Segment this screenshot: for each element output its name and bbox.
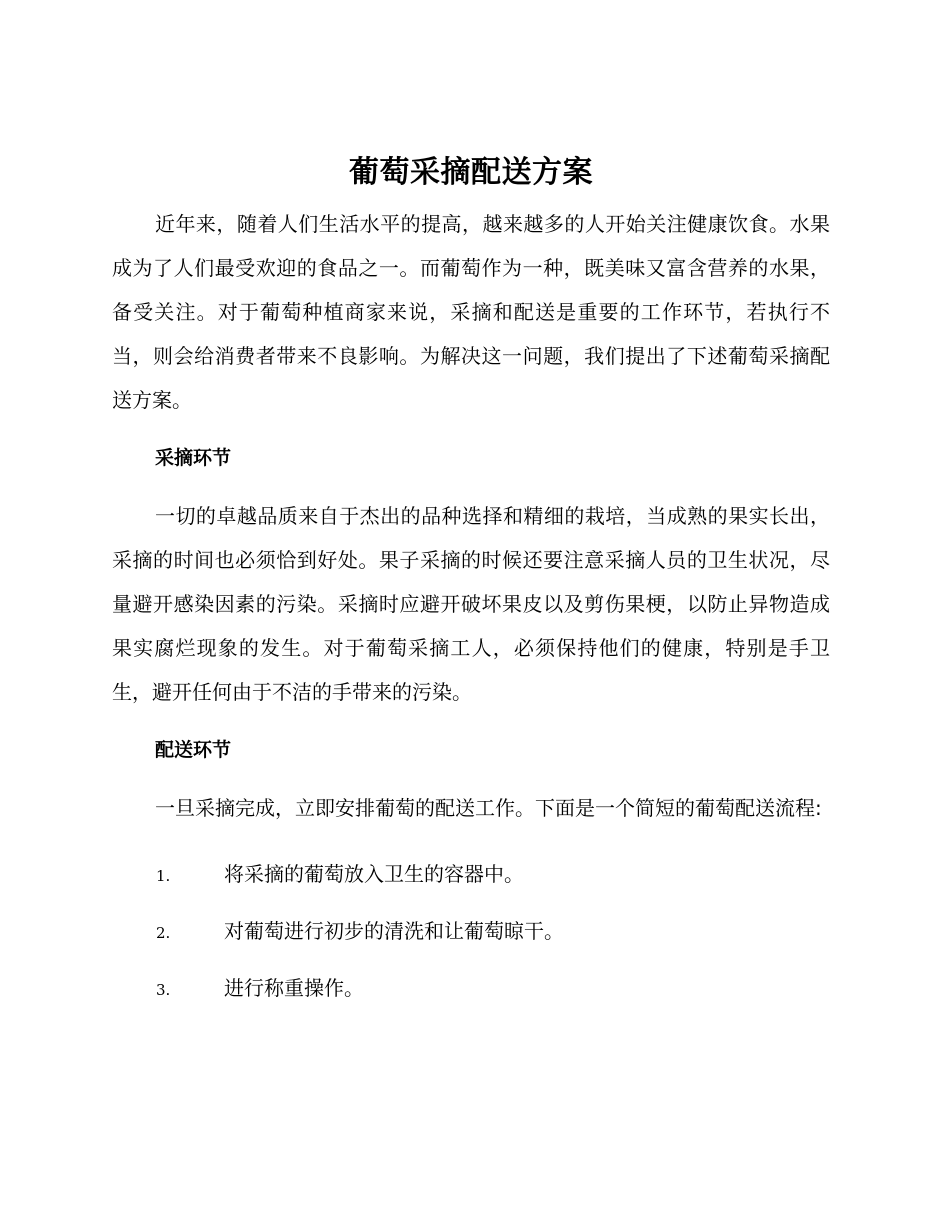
list-item [112, 903, 830, 960]
section-heading-picking: 采摘环节 [155, 447, 232, 469]
document-title: 葡萄采摘配送方案 [349, 155, 593, 190]
document-page [112, 150, 830, 1017]
list-item [112, 846, 830, 903]
delivery-paragraph: 一旦采摘完成，立即安排葡萄的配送工作。下面是一个简短的葡萄配送流程: [155, 796, 822, 820]
list-item-number: 3. [156, 981, 171, 999]
section-heading-delivery: 配送环节 [155, 739, 232, 761]
picking-paragraph: 一切的卓越品质来自于杰出的品种选择和精细的栽培，当成熟的果实长出，采摘的时间也必须恰到好处。果子采摘的时候还要注意采摘人员的卫生状况，尽量避开感染因素的污染。采摘时应避开破坏果皮以及剪伤果梗，以防止异物造成果实腐烂现象的发生。对于葡萄采摘工人，必须保持他们的健康，特别是手卫生，避开任何由于不洁的手带来的污染。 [112, 504, 830, 704]
list-item-text: 将采摘的葡萄放入卫生的容器中。 [224, 862, 524, 886]
list-item-number: 2. [156, 924, 171, 942]
list-item [112, 960, 830, 1017]
list-item-number: 1. [156, 867, 171, 885]
intro-paragraph: 近年来，随着人们生活水平的提高，越来越多的人开始关注健康饮食。水果成为了人们最受欢迎的食品之一。而葡萄作为一种，既美味又富含营养的水果，备受关注。对于葡萄种植商家来说，采摘和配送是重要的工作环节，若执行不当，则会给消费者带来不良影响。为解决这一问题，我们提出了下述葡萄采摘配送方案。 [112, 212, 830, 412]
list-item-text: 对葡萄进行初步的清洗和让葡萄晾干。 [224, 919, 564, 943]
list-item-text: 进行称重操作。 [224, 976, 364, 1000]
delivery-steps-list [112, 846, 830, 1017]
